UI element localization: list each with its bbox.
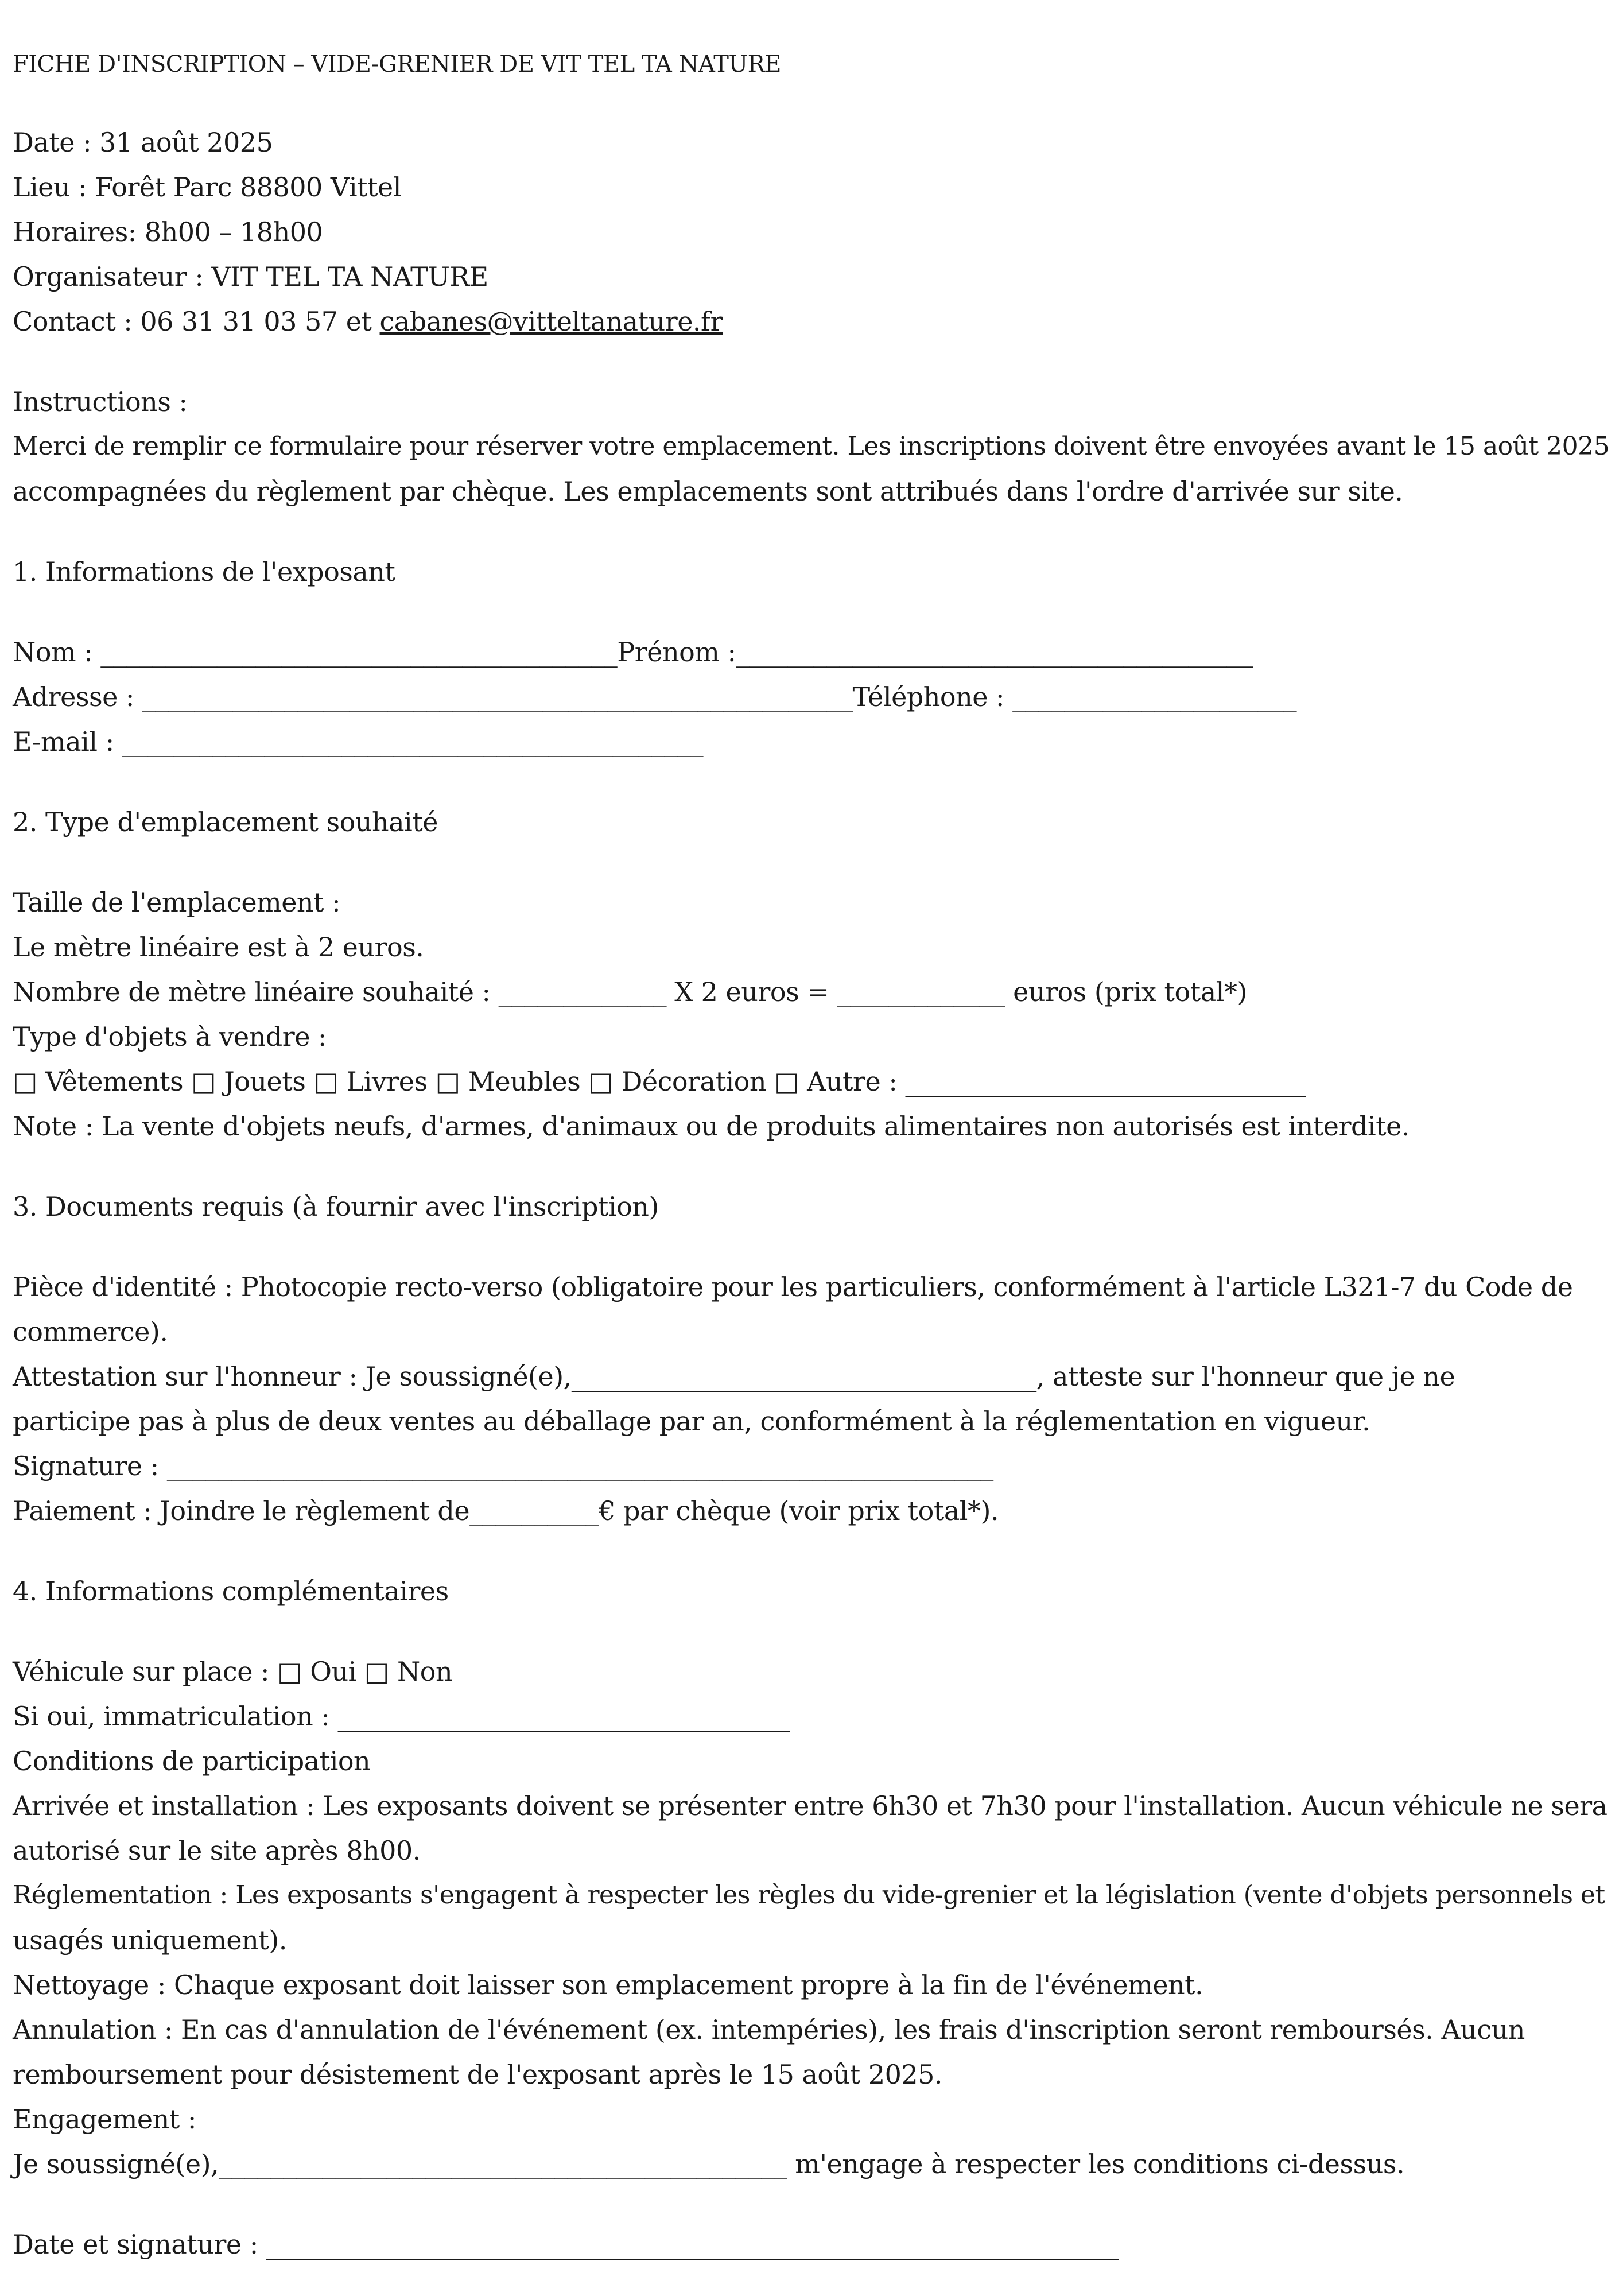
- cancellation-line-1: Annulation : En cas d'annulation de l'événement (ex. intempéries), les frais d'inscription seront remboursés. Aucun: [13, 2014, 1525, 2045]
- commitment-field[interactable]: Je soussigné(e),____________________________________________ m'engage à respecter les conditions ci-dessus.: [13, 2148, 1405, 2179]
- instructions-line-1: Merci de remplir ce formulaire pour réserver votre emplacement. Les inscriptions doivent être envoyées avant le 15 août 2025: [13, 432, 1610, 461]
- id-document-line-1: Pièce d'identité : Photocopie recto-verso (obligatoire pour les particuliers, conformément à l'article L321-7 du Code de: [13, 1271, 1573, 1302]
- regulation-line-1: Réglementation : Les exposants s'engagent à respecter les règles du vide-grenier et la législation (vente d'objets personnels et: [13, 1880, 1605, 1910]
- section-3-heading: 3. Documents requis (à fournir avec l'inscription): [13, 1191, 659, 1222]
- event-contact: [13, 304, 723, 339]
- instructions-heading: Instructions :: [13, 386, 188, 417]
- event-organizer: Organisateur : VIT TEL TA NATURE: [13, 261, 488, 292]
- pitch-size-label: Taille de l'emplacement :: [13, 887, 341, 918]
- email-field[interactable]: E-mail : _____________________________________________: [13, 726, 704, 757]
- meters-count-field[interactable]: Nombre de mètre linéaire souhaité : _____________ X 2 euros = _____________ euros (prix total*): [13, 976, 1247, 1007]
- payment-field[interactable]: Paiement : Joindre le règlement de__________€ par chèque (voir prix total*).: [13, 1495, 999, 1526]
- commitment-heading: Engagement :: [13, 2104, 196, 2135]
- item-types-label: Type d'objets à vendre :: [13, 1021, 327, 1052]
- arrival-line-1: Arrivée et installation : Les exposants doivent se présenter entre 6h30 et 7h30 pour l'installation. Aucun véhicule ne sera: [13, 1790, 1608, 1821]
- event-hours: Horaires: 8h00 – 18h00: [13, 216, 323, 247]
- arrival-line-2: autorisé sur le site après 8h00.: [13, 1835, 421, 1866]
- regulation-line-2: usagés uniquement).: [13, 1925, 287, 1956]
- id-document-line-2: commerce).: [13, 1316, 168, 1347]
- participation-conditions-heading: Conditions de participation: [13, 1746, 371, 1777]
- instructions-line-2: accompagnées du règlement par chèque. Les emplacements sont attribués dans l'ordre d'arrivée sur site.: [13, 476, 1403, 507]
- contact-prefix: Contact : 06 31 31 03 57 et: [13, 306, 380, 337]
- signature-field[interactable]: Signature : ________________________________________________________________: [13, 1450, 993, 1481]
- item-type-checkboxes[interactable]: □ Vêtements □ Jouets □ Livres □ Meubles □ Décoration □ Autre : _______________________________: [13, 1066, 1306, 1097]
- sales-note: Note : La vente d'objets neufs, d'armes, d'animaux ou de produits alimentaires non autorisés est interdite.: [13, 1111, 1410, 1142]
- registration-plate-field[interactable]: Si oui, immatriculation : ___________________________________: [13, 1701, 790, 1732]
- event-date: Date : 31 août 2025: [13, 127, 273, 158]
- date-signature-field[interactable]: Date et signature : __________________________________________________________________: [13, 2229, 1119, 2260]
- attestation-line-2: participe pas à plus de deux ventes au déballage par an, conformément à la réglementation en vigueur.: [13, 1406, 1370, 1437]
- cancellation-line-2: remboursement pour désistement de l'exposant après le 15 août 2025.: [13, 2059, 943, 2090]
- attestation-field[interactable]: Attestation sur l'honneur : Je soussigné(e),____________________________________, atteste sur l'honneur que je ne: [13, 1361, 1455, 1392]
- form-title: FICHE D'INSCRIPTION – VIDE-GRENIER DE VIT TEL TA NATURE: [13, 51, 781, 77]
- price-per-meter: Le mètre linéaire est à 2 euros.: [13, 932, 424, 963]
- section-1-heading: 1. Informations de l'exposant: [13, 556, 395, 587]
- vehicle-checkboxes[interactable]: Véhicule sur place : □ Oui □ Non: [13, 1656, 453, 1687]
- section-4-heading: 4. Informations complémentaires: [13, 1576, 449, 1607]
- contact-email-link[interactable]: cabanes@vitteltanature.fr: [379, 306, 723, 337]
- event-location: Lieu : Forêt Parc 88800 Vittel: [13, 172, 401, 203]
- cleaning-rule: Nettoyage : Chaque exposant doit laisser son emplacement propre à la fin de l'événement.: [13, 1969, 1203, 2000]
- section-2-heading: 2. Type d'emplacement souhaité: [13, 806, 438, 837]
- address-phone-field[interactable]: Adresse : _______________________________________________________Téléphone : ______________________: [13, 681, 1297, 712]
- name-firstname-field[interactable]: Nom : ________________________________________Prénom :________________________________________: [13, 637, 1253, 668]
